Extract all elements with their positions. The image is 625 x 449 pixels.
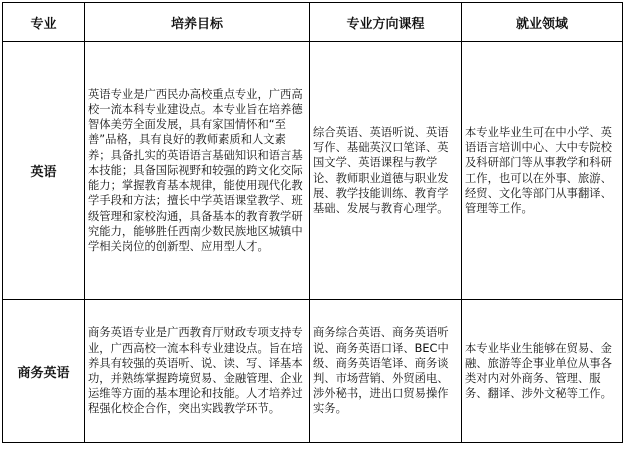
- major-name: 英语: [3, 42, 85, 300]
- header-employment: 就业领域: [462, 3, 623, 42]
- direction-courses: 综合英语、英语听说、英语写作、基础英汉口笔译、英国文学、英语课程与教学论、教师职业道德与职业发展、教学技能训练、教育学基础、发展与教育心理学。: [310, 42, 462, 300]
- major-name: 商务英语: [3, 300, 85, 443]
- training-goal: 英语专业是广西民办高校重点专业，广西高校一流本科专业建设点。本专业旨在培养德智体美劳全面发展，具有家国情怀和“至善”品格，具有良好的教师素质和人文素养；具备扎实的英语语言基础知识和语言基本技能；具备国际视野和较强的跨文化交际能力；掌握教育基本规律，能使用现代化教学手段和方法；擅长中学英语课堂教学、班级管理和家校沟通，具备基本的教育教学研究能力，能够胜任西南少数民族地区城镇中学相关岗位的创新型、应用型人才。: [85, 42, 310, 300]
- table-row-business-english: [3, 300, 623, 443]
- employment-field: 本专业毕业生能够在贸易、金融、旅游等企事业单位从事各类对内对外商务、管理、服务、翻译、涉外文秘等工作。: [462, 300, 623, 443]
- employment-field: 本专业毕业生可在中小学、英语语言培训中心、大中专院校及科研部门等从事教学和科研工作，也可以在外事、旅游、经贸、文化等部门从事翻译、管理等工作。: [462, 42, 623, 300]
- direction-courses: 商务综合英语、商务英语听说、商务英语口译、BEC中级、商务英语笔译、商务谈判、市场营销、外贸函电、涉外秘书，进出口贸易操作实务。: [310, 300, 462, 443]
- table-row-english: [3, 42, 623, 300]
- header-goal: 培养目标: [85, 3, 310, 42]
- training-goal: 商务英语专业是广西教育厅财政专项支持专业，广西高校一流本科专业建设点。旨在培养具有较强的英语听、说、读、写、译基本功，并熟练掌握跨境贸易、金融管理、企业运维等方面的基本理论和技能。人才培养过程强化校企合作，突出实践教学环节。: [85, 300, 310, 443]
- program-table: [2, 2, 623, 443]
- header-major: 专业: [3, 3, 85, 42]
- header-courses: 专业方向课程: [310, 3, 462, 42]
- header-row: [3, 3, 623, 42]
